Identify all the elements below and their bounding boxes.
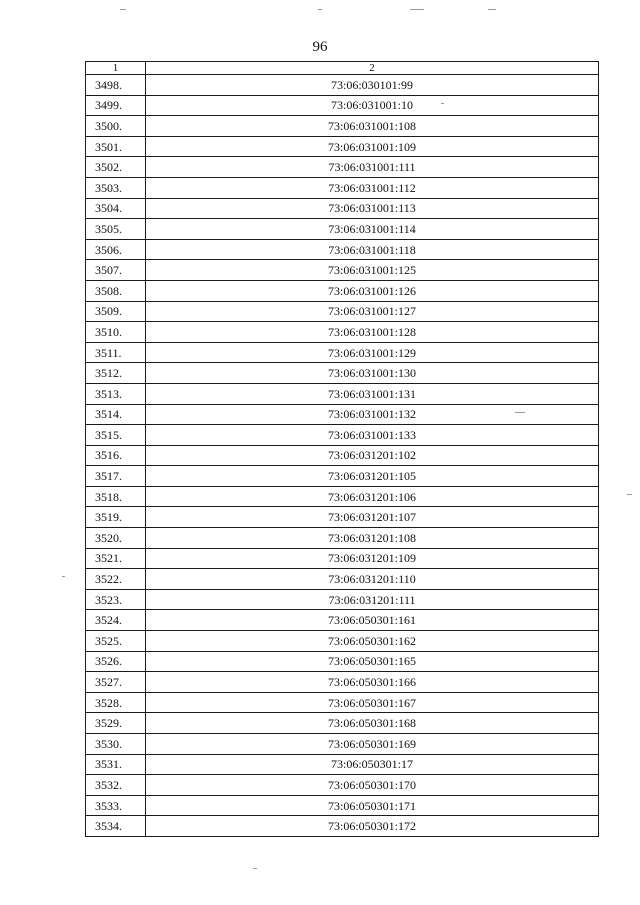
- cadastral-code-cell: 73:06:031201:110: [146, 569, 599, 590]
- scan-speck: [410, 9, 424, 10]
- row-number-cell: 3528.: [86, 692, 146, 713]
- table-row: [86, 466, 599, 487]
- cadastral-code-cell: 73:06:050301:167: [146, 692, 599, 713]
- table-row: [86, 425, 599, 446]
- table-row: [86, 157, 599, 178]
- table-row: [86, 713, 599, 734]
- cadastral-code-cell: 73:06:031001:108: [146, 116, 599, 137]
- table-row: [86, 280, 599, 301]
- table-row: [86, 219, 599, 240]
- cadastral-code-cell: 73:06:031001:126: [146, 280, 599, 301]
- table-row: [86, 363, 599, 384]
- cadastral-code-cell: 73:06:031201:105: [146, 466, 599, 487]
- cadastral-code-cell: 73:06:031001:130: [146, 363, 599, 384]
- table-row: [86, 734, 599, 755]
- cadastral-code-cell: 73:06:050301:17: [146, 754, 599, 775]
- row-number-cell: 3533.: [86, 795, 146, 816]
- table-row: [86, 95, 599, 116]
- table-row: [86, 754, 599, 775]
- cadastral-code-cell: 73:06:050301:165: [146, 651, 599, 672]
- row-number-cell: 3517.: [86, 466, 146, 487]
- cadastral-code-cell: 73:06:050301:170: [146, 775, 599, 796]
- table-row: [86, 528, 599, 549]
- table-row: [86, 631, 599, 652]
- row-number-cell: 3516.: [86, 445, 146, 466]
- cadastral-code-cell: 73:06:031201:108: [146, 528, 599, 549]
- table-row: [86, 322, 599, 343]
- scan-speck: [62, 576, 65, 577]
- row-number-cell: 3515.: [86, 425, 146, 446]
- table-body: [86, 75, 599, 837]
- row-number-cell: 3524.: [86, 610, 146, 631]
- cadastral-code-cell: 73:06:031001:131: [146, 383, 599, 404]
- row-number-cell: 3532.: [86, 775, 146, 796]
- table-row: [86, 260, 599, 281]
- row-number-cell: 3521.: [86, 548, 146, 569]
- table-row: [86, 775, 599, 796]
- cadastral-code-cell: 73:06:031001:112: [146, 177, 599, 198]
- cadastral-code-cell: 73:06:050301:166: [146, 672, 599, 693]
- row-number-cell: 3501.: [86, 136, 146, 157]
- row-number-cell: 3504.: [86, 198, 146, 219]
- column-header-number: 1: [86, 62, 146, 75]
- row-number-cell: 3512.: [86, 363, 146, 384]
- cadastral-code-cell: 73:06:031001:113: [146, 198, 599, 219]
- table-row: [86, 239, 599, 260]
- cadastral-code-cell: 73:06:050301:162: [146, 631, 599, 652]
- row-number-cell: 3510.: [86, 322, 146, 343]
- row-number-cell: 3530.: [86, 734, 146, 755]
- table-header-row: [86, 62, 599, 75]
- cadastral-code-cell: 73:06:031201:102: [146, 445, 599, 466]
- table-row: [86, 404, 599, 425]
- table-row: [86, 342, 599, 363]
- scan-speck: [627, 494, 632, 495]
- column-header-code: 2: [146, 62, 599, 75]
- row-number-cell: 3498.: [86, 75, 146, 96]
- table-row: [86, 75, 599, 96]
- table-row: [86, 672, 599, 693]
- table-row: [86, 136, 599, 157]
- cadastral-code-cell: 73:06:050301:172: [146, 816, 599, 837]
- table-row: [86, 651, 599, 672]
- cadastral-code-cell: 73:06:031001:10: [146, 95, 599, 116]
- row-number-cell: 3507.: [86, 260, 146, 281]
- cadastral-code-cell: 73:06:031201:111: [146, 589, 599, 610]
- table-row: [86, 816, 599, 837]
- row-number-cell: 3503.: [86, 177, 146, 198]
- row-number-cell: 3522.: [86, 569, 146, 590]
- row-number-cell: 3520.: [86, 528, 146, 549]
- table-row: [86, 301, 599, 322]
- row-number-cell: 3534.: [86, 816, 146, 837]
- row-number-cell: 3509.: [86, 301, 146, 322]
- cadastral-code-cell: 73:06:031001:125: [146, 260, 599, 281]
- row-number-cell: 3529.: [86, 713, 146, 734]
- table-row: [86, 198, 599, 219]
- table-row: [86, 569, 599, 590]
- cadastral-code-cell: 73:06:050301:169: [146, 734, 599, 755]
- table-row: [86, 610, 599, 631]
- row-number-cell: 3499.: [86, 95, 146, 116]
- cadastral-code-cell: 73:06:031001:111: [146, 157, 599, 178]
- cadastral-code-cell: 73:06:031001:118: [146, 239, 599, 260]
- row-number-cell: 3514.: [86, 404, 146, 425]
- row-number-cell: 3508.: [86, 280, 146, 301]
- scan-speck: [318, 9, 322, 10]
- cadastral-code-cell: 73:06:031201:106: [146, 486, 599, 507]
- scan-speck: [120, 9, 126, 10]
- row-number-cell: 3505.: [86, 219, 146, 240]
- table-row: [86, 177, 599, 198]
- table-row: [86, 692, 599, 713]
- cadastral-code-cell: 73:06:031001:114: [146, 219, 599, 240]
- row-number-cell: 3531.: [86, 754, 146, 775]
- row-number-cell: 3523.: [86, 589, 146, 610]
- cadastral-code-cell: 73:06:050301:171: [146, 795, 599, 816]
- cadastral-code-cell: 73:06:030101:99: [146, 75, 599, 96]
- row-number-cell: 3519.: [86, 507, 146, 528]
- table-row: [86, 116, 599, 137]
- row-number-cell: 3502.: [86, 157, 146, 178]
- table-row: [86, 548, 599, 569]
- cadastral-code-cell: 73:06:031001:127: [146, 301, 599, 322]
- cadastral-code-cell: 73:06:031001:133: [146, 425, 599, 446]
- cadastral-code-cell: 73:06:031001:132: [146, 404, 599, 425]
- cadastral-code-cell: 73:06:031001:128: [146, 322, 599, 343]
- cadastral-code-cell: 73:06:031001:109: [146, 136, 599, 157]
- table-row: [86, 383, 599, 404]
- cadastral-code-cell: 73:06:031201:107: [146, 507, 599, 528]
- cadastral-code-cell: 73:06:050301:168: [146, 713, 599, 734]
- table-row: [86, 486, 599, 507]
- row-number-cell: 3525.: [86, 631, 146, 652]
- scan-speck: [488, 9, 496, 10]
- row-number-cell: 3506.: [86, 239, 146, 260]
- row-number-cell: 3500.: [86, 116, 146, 137]
- row-number-cell: 3513.: [86, 383, 146, 404]
- row-number-cell: 3527.: [86, 672, 146, 693]
- row-number-cell: 3526.: [86, 651, 146, 672]
- table-row: [86, 589, 599, 610]
- cadastral-code-cell: 73:06:031001:129: [146, 342, 599, 363]
- table-row: [86, 445, 599, 466]
- cadastral-code-cell: 73:06:031201:109: [146, 548, 599, 569]
- cadastral-code-cell: 73:06:050301:161: [146, 610, 599, 631]
- cadastral-number-table: [85, 61, 599, 837]
- scan-speck: [253, 868, 257, 869]
- table-row: [86, 795, 599, 816]
- page-number: 96: [312, 39, 328, 55]
- table-row: [86, 507, 599, 528]
- row-number-cell: 3511.: [86, 342, 146, 363]
- row-number-cell: 3518.: [86, 486, 146, 507]
